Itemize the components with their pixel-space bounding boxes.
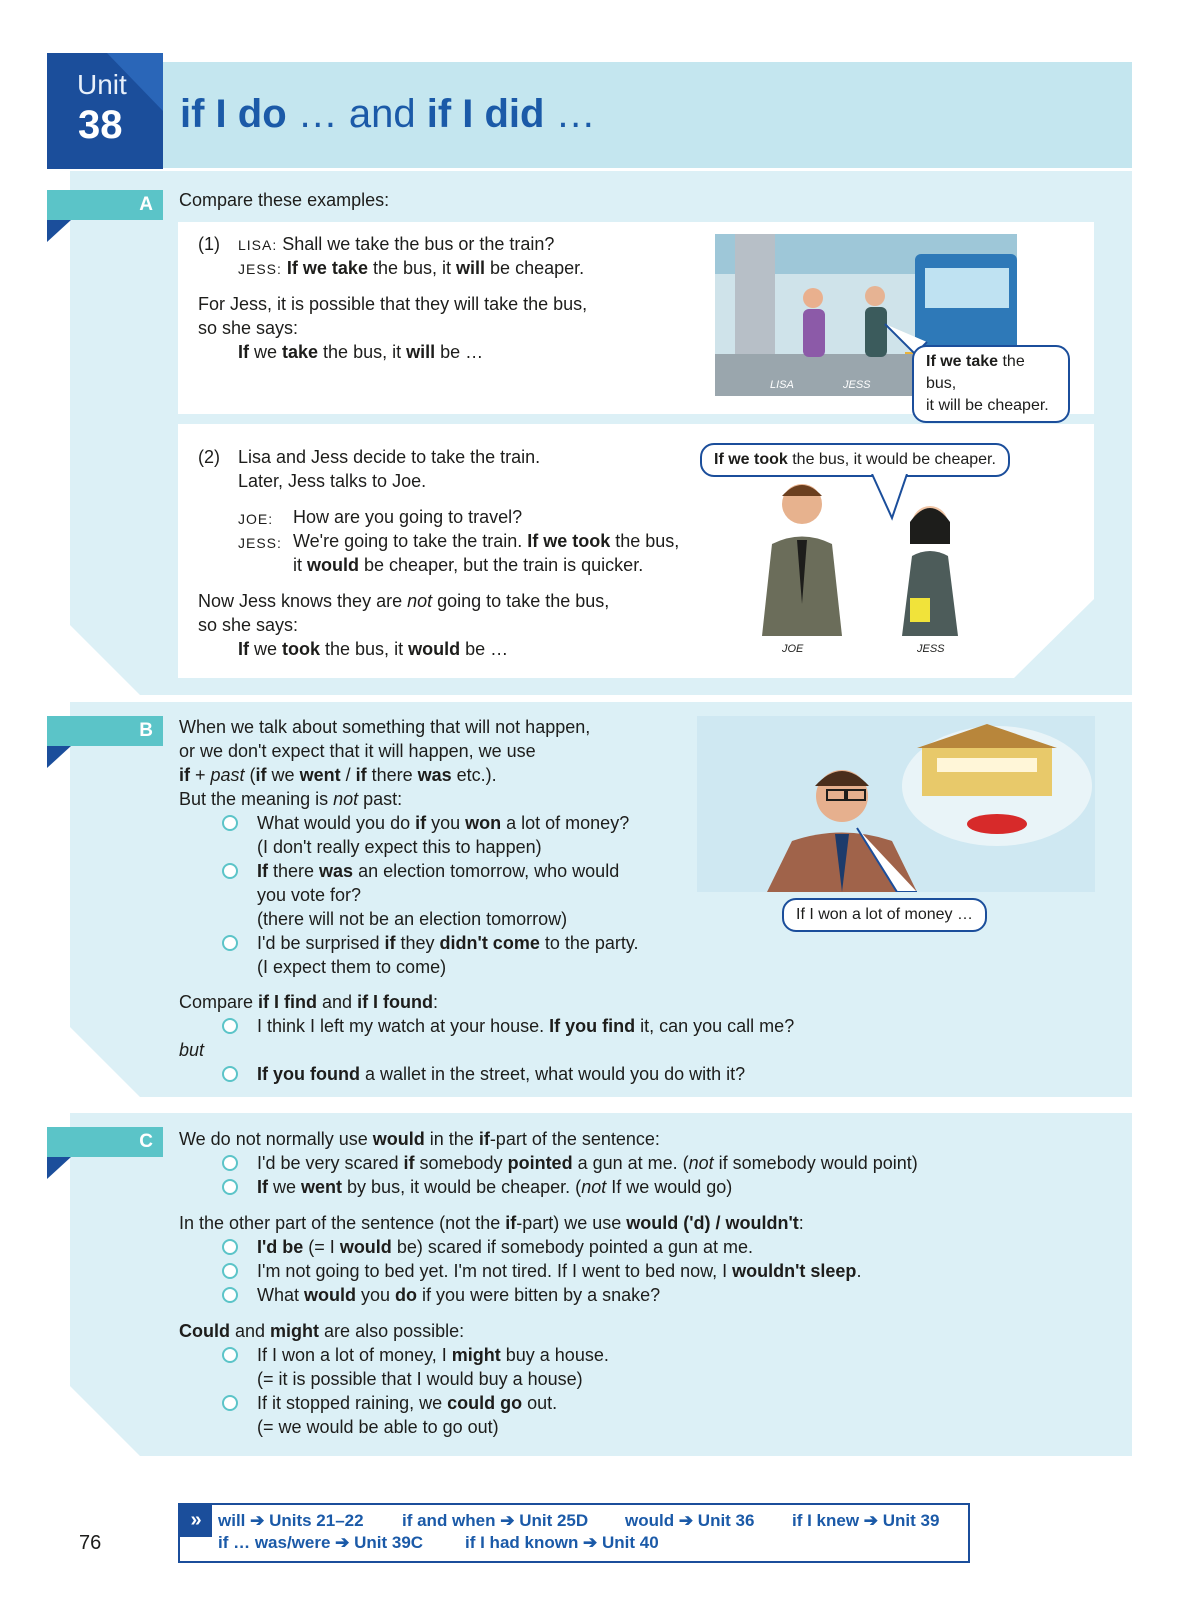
example-found: If you found a wallet in the street, what would you do with it?	[257, 1064, 746, 1084]
example-c2: If we went by bus, it would be cheaper. (not If we would go)	[257, 1177, 733, 1197]
section-a-intro: Compare these examples:	[179, 190, 390, 210]
section-b-p2: or we don't expect that it will happen, we use	[179, 741, 536, 761]
section-b-label: B	[47, 716, 163, 746]
bullet	[222, 935, 238, 951]
section-c-label: C	[47, 1127, 163, 1157]
example-1-says: If we take the bus, it will be …	[238, 342, 484, 362]
section-b-p3: if + past (if we went / if there was etc.).	[179, 765, 497, 785]
jess-name-2: JESS:	[238, 535, 282, 551]
example-2-line-1: Lisa and Jess decide to take the train.	[238, 447, 541, 467]
section-c-p1: We do not normally use would in the if-part of the sentence:	[179, 1129, 660, 1149]
double-arrow-icon: »	[180, 1505, 212, 1537]
example-1-explanation-2: so she says:	[198, 318, 299, 338]
example-b2-line2: you vote for?	[257, 885, 362, 905]
bullet	[222, 1395, 238, 1411]
speech-bubble-2: If we took the bus, it would be cheaper.	[700, 443, 1010, 477]
jess-dialogue-1: JESS: If we take the bus, it will be cheaper.	[238, 258, 585, 278]
ref-link[interactable]: will ➔ Units 21–22	[218, 1511, 364, 1530]
compare-line: Compare if I find and if I found:	[179, 992, 439, 1012]
speech-bubble-3: If I won a lot of money …	[782, 898, 987, 932]
ref-link[interactable]: if … was/were ➔ Unit 39C	[218, 1533, 424, 1552]
example-d2: I'm not going to bed yet. I'm not tired. If I went to bed now, I wouldn't sleep.	[257, 1261, 862, 1281]
example-find: I think I left my watch at your house. If you find it, can you call me?	[257, 1016, 795, 1036]
bullet	[222, 815, 238, 831]
ref-link[interactable]: if and when ➔ Unit 25D	[402, 1511, 589, 1530]
section-a-label: A	[47, 190, 163, 220]
bullet	[222, 1263, 238, 1279]
bullet	[222, 1155, 238, 1171]
pic-label-lisa: LISA	[770, 379, 794, 391]
example-2-line-2: Later, Jess talks to Joe.	[238, 471, 427, 491]
example-1-number: (1)	[198, 234, 220, 254]
cross-reference-box	[178, 1503, 970, 1563]
ref-link[interactable]: if I knew ➔ Unit 39	[792, 1511, 940, 1530]
example-c1: I'd be very scared if somebody pointed a gun at me. (not if somebody would point)	[257, 1153, 918, 1173]
bullet	[222, 1179, 238, 1195]
speech-bubble-1: If we take the bus, it will be cheaper.	[912, 345, 1070, 423]
example-2-number: (2)	[198, 447, 220, 467]
pic-label-jess-2: JESS	[917, 643, 945, 655]
bullet	[222, 1239, 238, 1255]
example-b1: What would you do if you won a lot of money?	[257, 813, 630, 833]
joe-name: JOE:	[238, 511, 274, 527]
example-d3: What would you do if you were bitten by a snake?	[257, 1285, 661, 1305]
unit-number: 38	[78, 103, 123, 147]
pic-label-joe: JOE	[782, 643, 804, 655]
section-c-p2: In the other part of the sentence (not the if-part) we use would ('d) / wouldn't:	[179, 1213, 804, 1233]
ref-link[interactable]: would ➔ Unit 36	[625, 1511, 755, 1530]
example-2-explanation-2: so she says:	[198, 615, 299, 635]
example-g1-note: (= it is possible that I would buy a house)	[257, 1369, 583, 1389]
example-2-says: If we took the bus, it would be …	[238, 639, 509, 659]
dreaming-man-illustration	[697, 716, 1095, 892]
but-word: but	[179, 1040, 205, 1060]
ref-link[interactable]: if I had known ➔ Unit 40	[465, 1533, 659, 1552]
example-g2: If it stopped raining, we could go out.	[257, 1393, 558, 1413]
bullet	[222, 1347, 238, 1363]
example-b3-note: (I expect them to come)	[257, 957, 447, 977]
section-c-p3: Could and might are also possible:	[179, 1321, 465, 1341]
section-b-p4: But the meaning is not past:	[179, 789, 403, 809]
example-2-explanation: Now Jess knows they are not going to take the bus,	[198, 591, 610, 611]
pic-label-jess: JESS	[843, 379, 871, 391]
jess-dialogue-2b: it would be cheaper, but the train is quicker.	[293, 555, 644, 575]
example-b2: If there was an election tomorrow, who would	[257, 861, 620, 881]
joe-dialogue: How are you going to travel?	[293, 507, 523, 527]
example-d1: I'd be (= I would be) scared if somebody pointed a gun at me.	[257, 1237, 754, 1257]
lisa-dialogue: LISA: Shall we take the bus or the train?	[238, 234, 555, 254]
example-g2-note: (= we would be able to go out)	[257, 1417, 499, 1437]
bullet	[222, 1018, 238, 1034]
title-band	[163, 62, 1132, 168]
bullet	[222, 863, 238, 879]
bullet	[222, 1287, 238, 1303]
example-b1-note: (I don't really expect this to happen)	[257, 837, 542, 857]
jess-dialogue-2: We're going to take the train. If we took the bus,	[293, 531, 680, 551]
example-g1: If I won a lot of money, I might buy a house.	[257, 1345, 609, 1365]
unit-badge	[47, 53, 163, 169]
page-title: if I do … and if I did …	[180, 92, 596, 136]
joe-and-jess-illustration	[742, 474, 1002, 656]
section-b-p1: When we talk about something that will not happen,	[179, 717, 591, 737]
example-b2-note: (there will not be an election tomorrow)	[257, 909, 568, 929]
unit-word: Unit	[77, 69, 127, 100]
page-number: 76	[79, 1532, 102, 1554]
example-b3: I'd be surprised if they didn't come to the party.	[257, 933, 639, 953]
example-1-explanation: For Jess, it is possible that they will take the bus,	[198, 294, 588, 314]
bullet	[222, 1066, 238, 1082]
